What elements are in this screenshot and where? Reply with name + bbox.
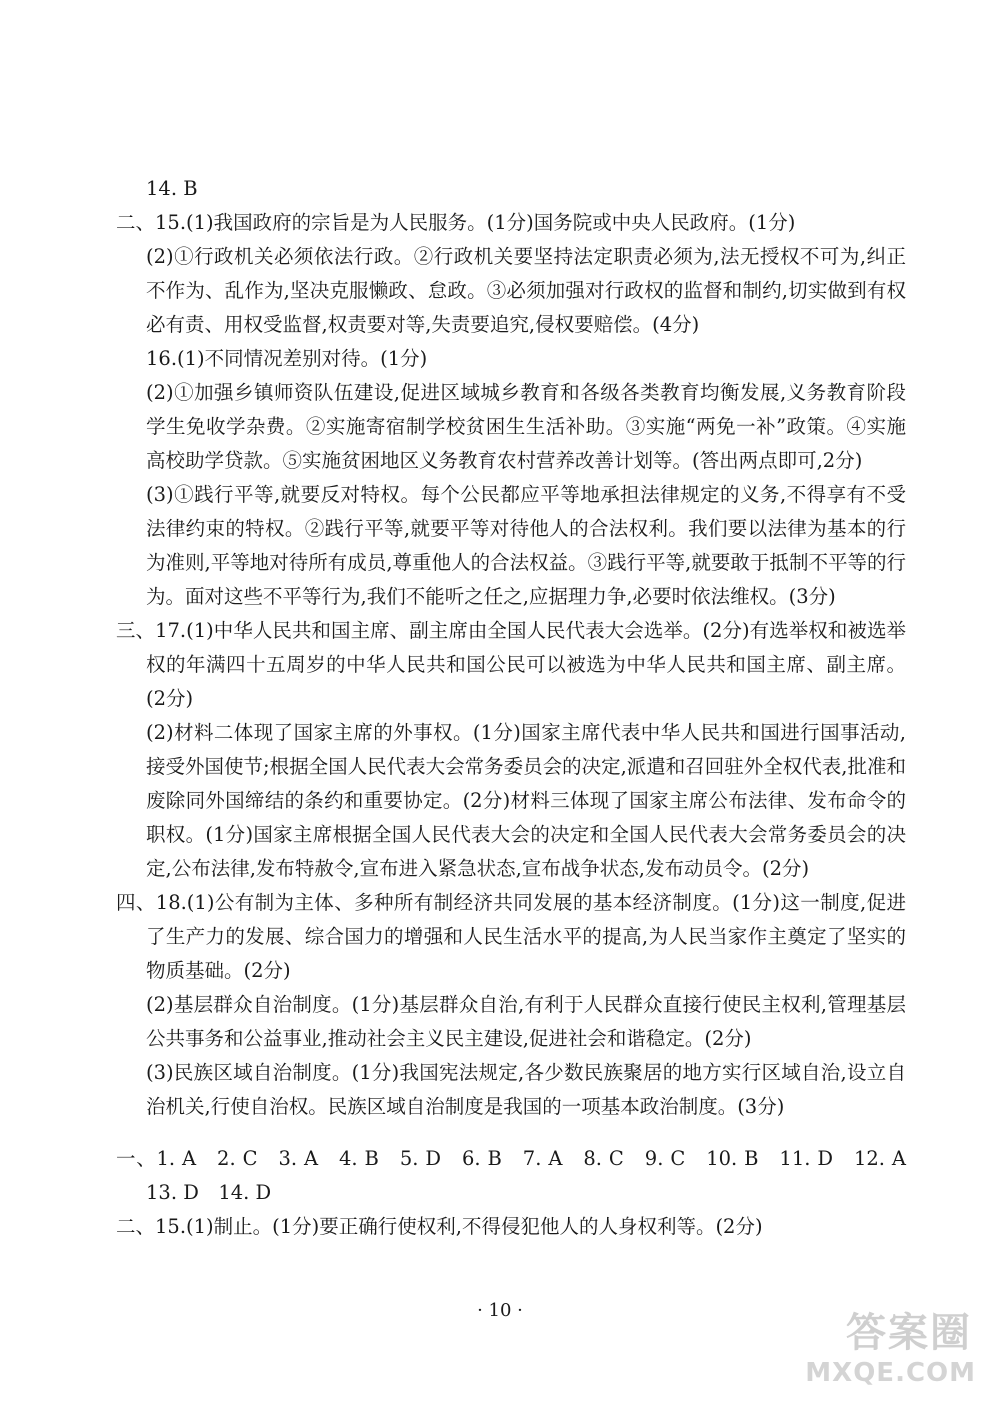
answer-15-2: (2)①行政机关必须依法行政。②行政机关要坚持法定职责必须为,法无授权不可为,纠正不作为、乱作为,坚决克服懒政、怠政。③必须加强对行政权的监督和制约,切实做到有权必有责、用权受监督,权责要对等,失责要追究,侵权要赔偿。(4分) bbox=[146, 245, 906, 336]
page-number: · 10 · bbox=[477, 1300, 523, 1321]
answer-17-1: 三、17.(1)中华人民共和国主席、副主席由全国人民代表大会选举。(2分)有选举权和被选举权的年满四十五周岁的中华人民共和国公民可以被选为中华人民共和国主席、副主席。(2分) bbox=[116, 619, 906, 710]
final-choice-answers: 一、1. A 2. C 3. A 4. B 5. D 6. B 7. A 8. C 9. C 10. B 11. D 12. A 13. D 14. D bbox=[116, 1147, 926, 1204]
watermark-logo: 答案圈 bbox=[846, 1310, 972, 1356]
watermark bbox=[762, 1296, 982, 1406]
answer-18-2: (2)基层群众自治制度。(1分)基层群众自治,有利于人民群众直接行使民主权利,管理基层公共事务和公益事业,推动社会主义民主建设,促进社会和谐稳定。(2分) bbox=[146, 993, 906, 1050]
answer-content bbox=[116, 172, 926, 1244]
answer-16-1: 16.(1)不同情况差别对待。(1分) bbox=[146, 347, 428, 370]
answer-16-3: (3)①践行平等,就要反对特权。每个公民都应平等地承担法律规定的义务,不得享有不受法律约束的特权。②践行平等,就要平等对待他人的合法权利。我们要以法律为基本的行为准则,平等地对待所有成员,尊重他人的合法权益。③践行平等,就要敢于抵制不平等的行为。面对这些不平等行为,我们不能听之任之,应据理力争,必要时依法维权。(3分) bbox=[146, 483, 906, 608]
answer-18-1: 四、18.(1)公有制为主体、多种所有制经济共同发展的基本经济制度。(1分)这一制度,促进了生产力的发展、综合国力的增强和人民生活水平的提高,为人民当家作主奠定了坚实的物质基础。(2分) bbox=[116, 891, 906, 982]
final-answer-15-1: 二、15.(1)制止。(1分)要正确行使权利,不得侵犯他人的人身权利等。(2分) bbox=[116, 1215, 763, 1238]
watermark-url: MXQE.COM bbox=[805, 1358, 976, 1388]
answer-15-1: 二、15.(1)我国政府的宗旨是为人民服务。(1分)国务院或中央人民政府。(1分) bbox=[116, 211, 796, 234]
answer-14: 14. B bbox=[146, 177, 198, 200]
answer-18-3: (3)民族区域自治制度。(1分)我国宪法规定,各少数民族聚居的地方实行区域自治,设立自治机关,行使自治权。民族区域自治制度是我国的一项基本政治制度。(3分) bbox=[146, 1061, 906, 1118]
answer-17-2: (2)材料二体现了国家主席的外事权。(1分)国家主席代表中华人民共和国进行国事活动,接受外国使节;根据全国人民代表大会常务委员会的决定,派遣和召回驻外全权代表,批准和废除同外国缔结的条约和重要协定。(2分)材料三体现了国家主席公布法律、发布命令的职权。(1分)国家主席根据全国人民代表大会的决定和全国人民代表大会常务委员会的决定,公布法律,发布特赦令,宣布进入紧急状态,宣布战争状态,发布动员令。(2分) bbox=[146, 721, 906, 880]
answer-16-2: (2)①加强乡镇师资队伍建设,促进区域城乡教育和各级各类教育均衡发展,义务教育阶段学生免收学杂费。②实施寄宿制学校贫困生生活补助。③实施“两免一补”政策。④实施高校助学贷款。⑤实施贫困地区义务教育农村营养改善计划等。(答出两点即可,2分) bbox=[146, 381, 906, 472]
